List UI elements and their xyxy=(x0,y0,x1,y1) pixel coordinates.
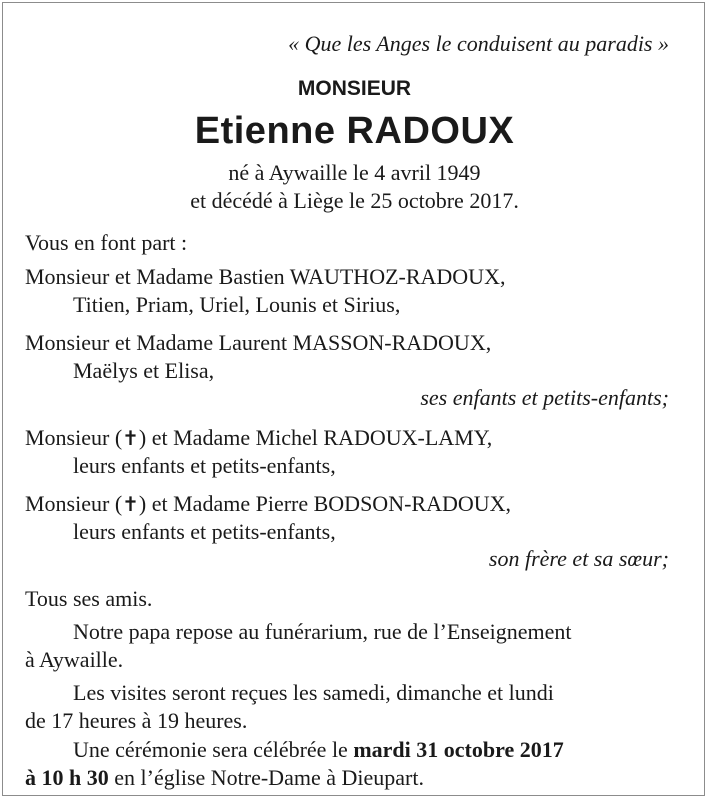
visits-line-1: Les visites seront reçues les samedi, dimanche et lundi xyxy=(73,680,554,705)
ceremony-time: à 10 h 30 xyxy=(25,765,109,790)
family-group2-children: Maëlys et Elisa, xyxy=(73,358,215,383)
visits-line-2: de 17 heures à 19 heures. xyxy=(25,708,248,733)
ceremony-date: mardi 31 octobre 2017 xyxy=(353,737,564,762)
ceremony-text: Une cérémonie sera célébrée le xyxy=(73,737,354,762)
cross-icon: ✝ xyxy=(122,426,139,450)
repose-line-2: à Aywaille. xyxy=(25,647,124,672)
family-group4-descendants: leurs enfants et petits-enfants, xyxy=(73,519,336,544)
children-label: ses enfants et petits-enfants; xyxy=(420,385,669,410)
family-group4-suffix: ) et Madame Pierre BODSON-RADOUX, xyxy=(138,491,512,516)
family-group3-names xyxy=(25,424,492,452)
death-line: et décédé à Liège le 25 octobre 2017. xyxy=(190,188,519,213)
family-group3-suffix: ) et Madame Michel RADOUX-LAMY, xyxy=(138,425,493,450)
ceremony-line-1 xyxy=(73,736,564,764)
family-group3-descendants: leurs enfants et petits-enfants, xyxy=(73,453,336,478)
family-group4-prefix: Monsieur ( xyxy=(25,491,123,516)
deceased-name: Etienne RADOUX xyxy=(194,110,515,152)
ceremony-place: en l’église Notre-Dame à Dieupart. xyxy=(108,765,424,790)
repose-line-1: Notre papa repose au funérarium, rue de l’Enseignement xyxy=(73,619,572,644)
family-group2-names: Monsieur et Madame Laurent MASSON-RADOUX, xyxy=(25,330,492,355)
cross-icon: ✝ xyxy=(122,492,139,516)
family-group1-names: Monsieur et Madame Bastien WAUTHOZ-RADOUX, xyxy=(25,264,506,289)
family-group3-prefix: Monsieur ( xyxy=(25,425,123,450)
family-group1-children: Titien, Priam, Uriel, Lounis et Sirius, xyxy=(73,292,401,317)
siblings-label: son frère et sa sœur; xyxy=(488,546,669,571)
birth-line: né à Aywaille le 4 avril 1949 xyxy=(228,160,481,185)
honorific: MONSIEUR xyxy=(297,77,412,100)
ceremony-line-2 xyxy=(25,764,424,792)
intro-text: Vous en font part : xyxy=(25,230,188,255)
family-group4-names xyxy=(25,490,511,518)
friends-text: Tous ses amis. xyxy=(25,586,153,611)
epigraph: « Que les Anges le conduisent au paradis » xyxy=(288,31,669,56)
